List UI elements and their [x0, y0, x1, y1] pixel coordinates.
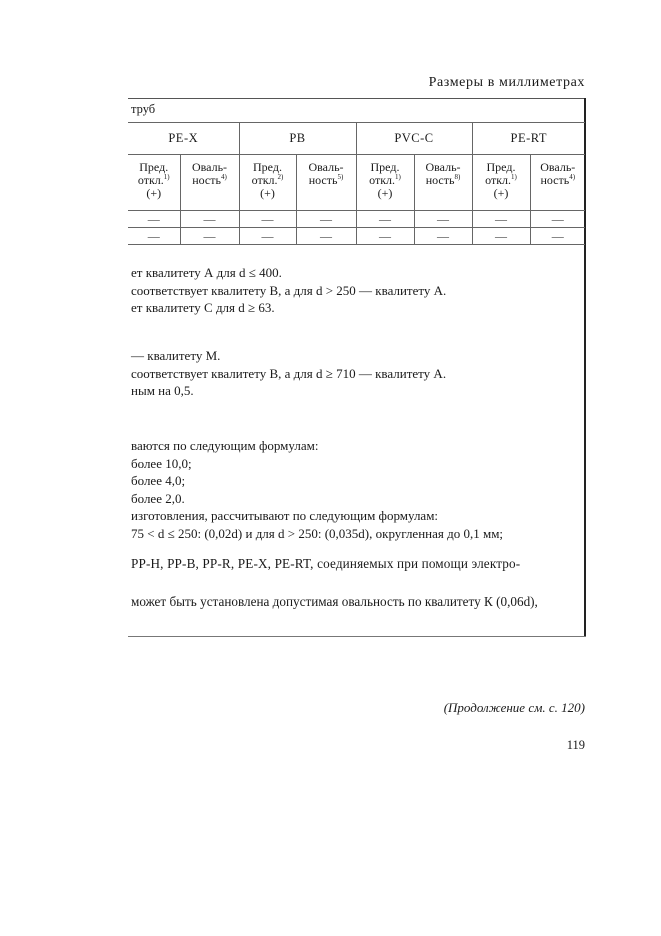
col-header-text: откл.: [137, 173, 164, 187]
note-line: ет квалитету А для d ≤ 400.: [131, 265, 282, 280]
group-pvc-c: PVC-C: [356, 122, 472, 155]
notes-block-2: [131, 347, 446, 400]
table-cell: —: [180, 228, 239, 245]
page-number: 119: [566, 738, 585, 752]
col-header-text: откл.: [485, 173, 512, 187]
bottom-rule: [128, 636, 586, 637]
col-header-line: [181, 174, 239, 187]
col-header-line: Пред.: [253, 160, 282, 174]
group-pe-rt: PE-RT: [472, 122, 585, 155]
table-cell: —: [128, 228, 180, 245]
table-row: [128, 211, 585, 228]
col-header-ovality: [414, 155, 472, 211]
note-line: — квалитету М.: [131, 348, 221, 363]
col-header-line: Оваль-: [308, 160, 344, 174]
table-row: [128, 228, 585, 245]
col-header-line: Пред.: [139, 160, 169, 174]
col-header-line: (+): [146, 186, 162, 200]
col-header-line: Пред.: [370, 160, 400, 174]
col-header-text: откл.: [251, 173, 278, 187]
table-cell: —: [414, 211, 472, 228]
table-cell: —: [414, 228, 472, 245]
col-header-deviation: [472, 155, 530, 211]
col-header-line: Пред.: [486, 160, 516, 174]
table-cell: —: [356, 228, 414, 245]
col-header-line: (+): [377, 186, 393, 200]
col-header-deviation: [356, 155, 414, 211]
continuation-note: (Продолжение см. с. 120): [443, 700, 585, 715]
col-header-line: [531, 174, 586, 187]
footnote-ref: 2): [277, 173, 284, 181]
table-cell: —: [472, 228, 530, 245]
col-header-ovality: [180, 155, 239, 211]
col-header-text: ность: [425, 173, 455, 187]
table-caption: труб: [131, 102, 156, 116]
col-header-text: откл.: [369, 173, 396, 187]
footnote-ref: 8): [454, 173, 461, 181]
col-header-ovality: [296, 155, 356, 211]
top-rule: [128, 98, 586, 99]
col-header-line: (+): [260, 186, 275, 200]
note-line: более 2,0.: [131, 490, 185, 506]
table-cell: —: [356, 211, 414, 228]
group-header-row: [128, 122, 585, 155]
col-header-line: [415, 174, 472, 187]
col-header-line: Оваль-: [540, 160, 576, 174]
group-pe-x: PE-X: [128, 122, 239, 155]
footnote-ref: 5): [337, 173, 344, 181]
footnote-ref: 4): [569, 173, 576, 181]
table-cell: —: [296, 228, 356, 245]
col-header-text: ность: [540, 173, 570, 187]
notes-block-3: [131, 437, 503, 542]
tolerance-table: [128, 122, 585, 245]
table-cell: —: [180, 211, 239, 228]
paragraph-materials: PP-H, PP-B, PP-R, PE-X, PE-RT, соединяемых при помощи электро-: [131, 556, 521, 571]
footnote-ref: 1): [395, 173, 401, 181]
col-header-text: ность: [308, 173, 338, 187]
notes-block-1: [131, 264, 446, 317]
table-cell: —: [239, 211, 296, 228]
col-header-ovality: [530, 155, 585, 211]
note-line: соответствует квалитету В, а для d ≥ 710 — квалитету А.: [131, 365, 447, 381]
table-cell: —: [239, 228, 296, 245]
note-line: более 4,0;: [131, 473, 186, 488]
table-cell: —: [530, 228, 585, 245]
table-cell: —: [530, 211, 585, 228]
paragraph-ovality: может быть установлена допустимая овальность по квалитету К (0,06d),: [131, 594, 538, 609]
col-header-text: ность: [192, 173, 221, 187]
note-line: ным на 0,5.: [131, 383, 194, 398]
col-header-line: (+): [493, 186, 509, 200]
units-label: Размеры в миллиметрах: [428, 75, 585, 90]
note-line: ет квалитету С для d ≥ 63.: [131, 300, 275, 315]
note-line: соответствует квалитету В, а для d > 250 — квалитету А.: [131, 282, 447, 298]
footnote-ref: 1): [511, 173, 517, 181]
table-cell: —: [472, 211, 530, 228]
col-header-line: [297, 174, 356, 187]
table-cell: —: [296, 211, 356, 228]
group-pb: PB: [239, 122, 356, 155]
table-cell: —: [128, 211, 180, 228]
footnote-ref: 1): [163, 173, 170, 181]
col-header-line: Оваль-: [191, 160, 228, 174]
note-line: ваются по следующим формулам:: [131, 438, 319, 453]
note-line: 75 < d ≤ 250: (0,02d) и для d > 250: (0,035d), округленная до 0,1 мм;: [131, 525, 504, 541]
col-header-line: Оваль-: [425, 160, 461, 174]
footnote-ref: 4): [220, 173, 227, 181]
col-header-deviation: [128, 155, 180, 211]
note-line: изготовления, рассчитывают по следующим формулам:: [131, 508, 439, 523]
subheader-row: [128, 155, 585, 211]
col-header-deviation: [239, 155, 296, 211]
note-line: более 10,0;: [131, 455, 192, 471]
